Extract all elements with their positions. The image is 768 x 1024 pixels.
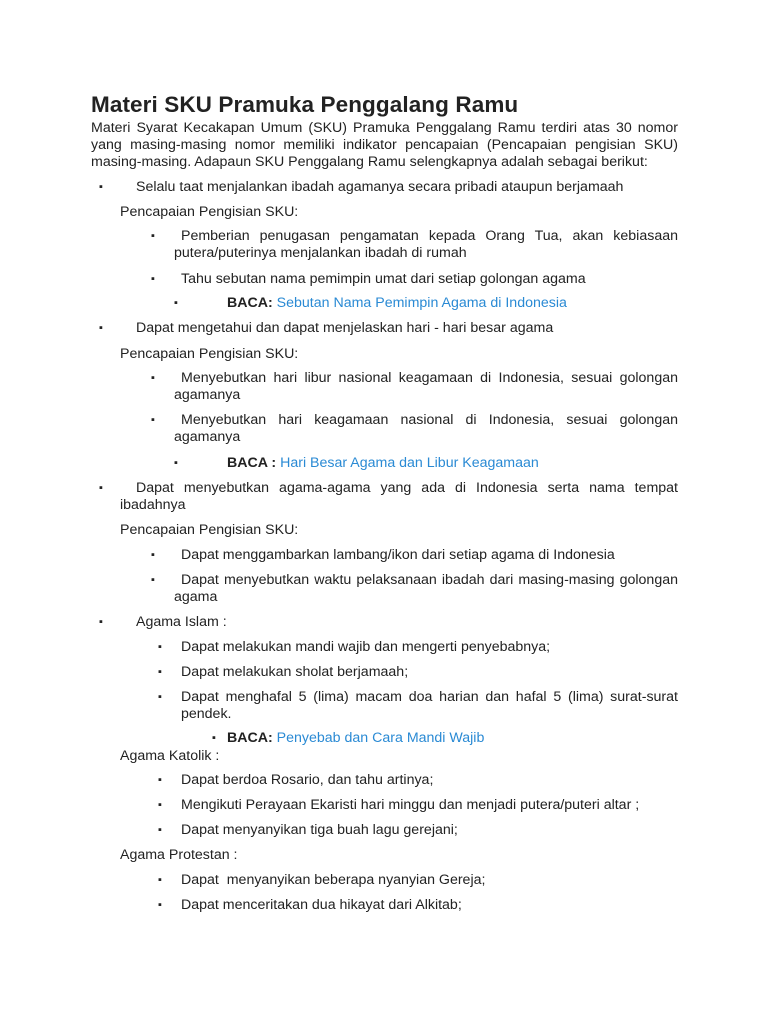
page-title: Materi SKU Pramuka Penggalang Ramu	[91, 92, 519, 117]
section-1-sub-item-2: Tahu sebutan nama pemimpin umat dari setiap golongan agama	[181, 271, 586, 287]
islam-item-1: Dapat melakukan mandi wajib dan mengerti penyebabnya;	[181, 639, 551, 655]
bullet-icon: ▪	[158, 666, 162, 678]
bullet-icon: ▪	[158, 691, 162, 703]
baca-link-hari-besar-agama[interactable]: Hari Besar Agama dan Libur Keagamaan	[280, 455, 539, 471]
agama-islam-label: Agama Islam :	[136, 614, 227, 630]
islam-item-3: Dapat menghafal 5 (lima) macam doa harian dan hafal 5 (lima) surat-surat pendek.	[181, 689, 678, 723]
section-2-text: Dapat mengetahui dan dapat menjelaskan hari - hari besar agama	[136, 320, 554, 336]
baca-link-mandi-wajib[interactable]: Penyebab dan Cara Mandi Wajib	[276, 730, 485, 746]
section-3-text: Dapat menyebutkan agama-agama yang ada di Indonesia serta nama tempat ibadahnya	[120, 480, 678, 514]
bullet-icon: ▪	[158, 824, 162, 836]
section-3-pencapaian-label: Pencapaian Pengisian SKU:	[120, 522, 299, 538]
section-2-sub-item-2: Menyebutkan hari keagamaan nasional di Indonesia, sesuai golongan agamanya	[174, 412, 678, 446]
bullet-icon: ▪	[151, 414, 155, 426]
baca-line	[227, 730, 484, 747]
section-1-text: Selalu taat menjalankan ibadah agamanya secara pribadi ataupun berjamaah	[136, 179, 624, 195]
section-3-sub-item-2: Dapat menyebutkan waktu pelaksanaan ibadah dari masing-masing golongan agama	[174, 572, 678, 606]
section-2-sub-item-1: Menyebutkan hari libur nasional keagamaan di Indonesia, sesuai golongan agamanya	[174, 370, 678, 404]
baca-line	[227, 455, 539, 472]
bullet-icon: ▪	[151, 372, 155, 384]
section-1-pencapaian-label: Pencapaian Pengisian SKU:	[120, 204, 299, 220]
baca-line	[227, 295, 567, 312]
section-3-sub-item-1: Dapat menggambarkan lambang/ikon dari setiap agama di Indonesia	[181, 547, 615, 563]
islam-item-2: Dapat melakukan sholat berjamaah;	[181, 664, 409, 680]
section-1-sub-item-1: Pemberian penugasan pengamatan kepada Orang Tua, akan kebiasaan putera/puterinya menjalankan ibadah di rumah	[174, 228, 678, 262]
bullet-icon: ▪	[151, 549, 155, 561]
bullet-icon: ▪	[174, 297, 178, 309]
bullet-icon: ▪	[158, 899, 162, 911]
bullet-icon: ▪	[212, 732, 216, 744]
section-2-pencapaian-label: Pencapaian Pengisian SKU:	[120, 346, 299, 362]
protestan-item-1: Dapat menyanyikan beberapa nyanyian Gereja;	[181, 872, 486, 888]
baca-link-pemimpin-agama[interactable]: Sebutan Nama Pemimpin Agama di Indonesia	[276, 295, 567, 311]
bullet-icon: ▪	[158, 774, 162, 786]
bullet-icon: ▪	[158, 641, 162, 653]
baca-label: BACA :	[227, 455, 277, 471]
bullet-icon: ▪	[99, 616, 103, 628]
agama-protestan-label: Agama Protestan :	[120, 847, 238, 863]
bullet-icon: ▪	[151, 574, 155, 586]
bullet-icon: ▪	[151, 273, 155, 285]
bullet-icon: ▪	[151, 230, 155, 242]
katolik-item-3: Dapat menyanyikan tiga buah lagu gerejani;	[181, 822, 458, 838]
bullet-icon: ▪	[158, 799, 162, 811]
intro-paragraph: Materi Syarat Kecakapan Umum (SKU) Pramuka Penggalang Ramu terdiri atas 30 nomor yang masing-masing nomor memiliki indikator pencapaian (Pencapaian pengisian SKU) masing-masing. Adapaun SKU Penggalang Ramu selengkapnya adalah sebagai berikut:	[91, 120, 678, 171]
bullet-icon: ▪	[158, 874, 162, 886]
protestan-item-2: Dapat menceritakan dua hikayat dari Alkitab;	[181, 897, 462, 913]
katolik-item-1: Dapat berdoa Rosario, dan tahu artinya;	[181, 772, 434, 788]
bullet-icon: ▪	[174, 457, 178, 469]
bullet-icon: ▪	[99, 181, 103, 193]
bullet-icon: ▪	[99, 482, 103, 494]
baca-label: BACA:	[227, 295, 273, 311]
baca-label: BACA:	[227, 730, 273, 746]
agama-katolik-label: Agama Katolik :	[120, 748, 220, 764]
katolik-item-2: Mengikuti Perayaan Ekaristi hari minggu dan menjadi putera/puteri altar ;	[181, 797, 640, 813]
bullet-icon: ▪	[99, 322, 103, 334]
